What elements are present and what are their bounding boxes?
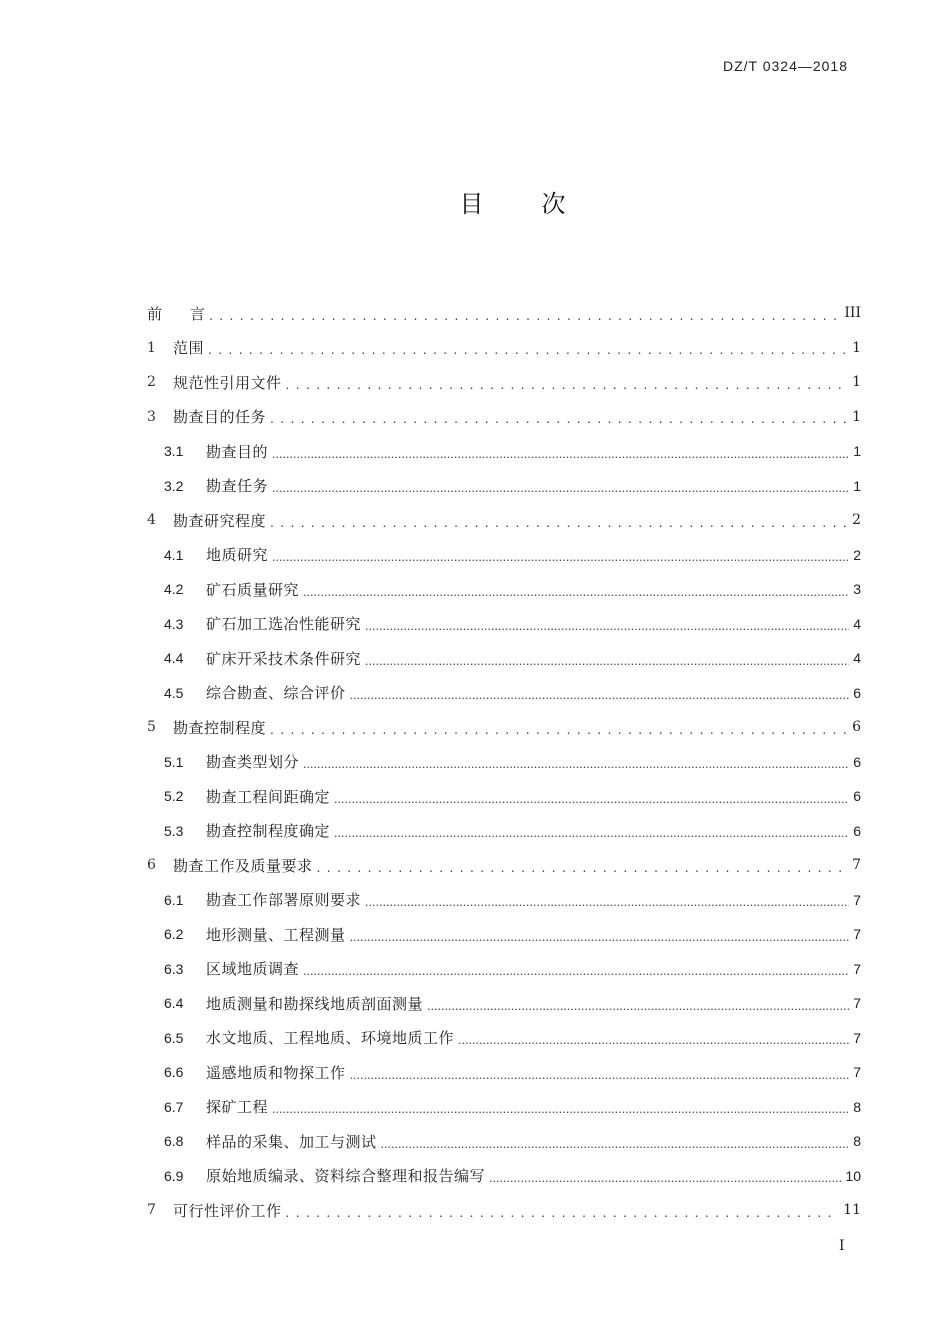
dot-leader [350, 929, 849, 952]
toc-entry-page: 2 [853, 546, 861, 563]
dot-leader [303, 963, 849, 986]
toc-entry-text: 勘查控制程度 [173, 718, 267, 737]
toc-entry[interactable] [147, 676, 861, 711]
table-of-contents [147, 296, 861, 1228]
toc-entry[interactable] [147, 607, 861, 642]
dot-leader [272, 480, 849, 503]
toc-entry-page: 7 [853, 1029, 861, 1046]
toc-entry-number: 4.4 [164, 650, 184, 667]
toc-entry-text: 地形测量、工程测量 [206, 925, 346, 944]
toc-entry-number: 6.3 [164, 960, 184, 977]
dot-leader [381, 1136, 849, 1159]
toc-entry-number: 7 [147, 1202, 156, 1219]
toc-entry[interactable] [147, 641, 861, 676]
foreword-char-2: 言 [190, 304, 206, 323]
toc-entry-page: 2 [852, 512, 861, 529]
toc-entry[interactable] [147, 814, 861, 849]
toc-entry-text: 勘查工作部署原则要求 [206, 891, 362, 910]
dot-leader [272, 549, 849, 572]
toc-entry-text: 勘查工作及质量要求 [173, 856, 313, 875]
toc-entry[interactable] [147, 331, 861, 366]
toc-entry[interactable] [147, 1055, 861, 1090]
toc-entry-page: 1 [852, 339, 861, 356]
toc-entry-page: 6 [853, 753, 861, 770]
toc-entry-page: 8 [853, 1133, 861, 1150]
toc-entry-text: 勘查工程间距确定 [206, 787, 331, 806]
toc-entry[interactable] [147, 883, 861, 918]
toc-entry-page: 11 [843, 1202, 861, 1219]
toc-entry-text: 矿石质量研究 [206, 580, 300, 599]
toc-entry-text: 遥感地质和物探工作 [206, 1063, 346, 1082]
toc-entry-number: 4 [147, 512, 156, 529]
toc-entry[interactable] [147, 538, 861, 573]
title-char-2: 次 [541, 190, 566, 218]
toc-entry[interactable] [147, 917, 861, 952]
toc-entry-text: 勘查目的任务 [173, 408, 267, 427]
toc-entry-number: 2 [147, 374, 156, 391]
dot-leader [270, 411, 848, 434]
dot-leader [272, 1101, 849, 1124]
dot-leader [458, 1032, 849, 1055]
toc-entry-text: 地质研究 [206, 546, 269, 565]
toc-entry[interactable] [147, 572, 861, 607]
toc-entry-number: 5.1 [164, 753, 184, 770]
toc-entry-number: 6.7 [164, 1098, 184, 1115]
foreword-char-1: 前 [147, 304, 163, 323]
dot-leader [350, 687, 849, 710]
dot-leader [209, 308, 840, 331]
toc-entry[interactable] [147, 1193, 861, 1228]
toc-entry-page: 1 [853, 477, 861, 494]
toc-entry-page: 6 [853, 684, 861, 701]
toc-entry[interactable] [147, 952, 861, 987]
toc-entry-number: 5.2 [164, 788, 184, 805]
toc-entry-text: 勘查任务 [206, 477, 269, 496]
toc-entry-page: III [844, 305, 861, 322]
toc-entry-number: 6 [147, 857, 156, 874]
dot-leader [303, 584, 849, 607]
dot-leader [489, 1170, 841, 1193]
toc-entry-number: 3 [147, 408, 156, 425]
toc-entry-number: 6.9 [164, 1167, 184, 1184]
toc-entry-number: 6.5 [164, 1029, 184, 1046]
toc-entry-text: 规范性引用文件 [173, 373, 282, 392]
toc-entry-number: 3.1 [164, 443, 184, 460]
toc-entry-text: 水文地质、工程地质、环境地质工作 [206, 1029, 455, 1048]
dot-leader [208, 342, 848, 365]
dot-leader [272, 446, 849, 469]
dot-leader [303, 756, 849, 779]
toc-entry-page: 7 [853, 960, 861, 977]
dot-leader [270, 515, 848, 538]
toc-entry-page: 7 [852, 857, 861, 874]
dot-leader [286, 1205, 840, 1228]
toc-entry-text [147, 303, 205, 324]
toc-entry-number: 4.1 [164, 546, 184, 563]
toc-entry-number: 6.1 [164, 891, 184, 908]
toc-entry[interactable] [147, 1159, 861, 1194]
toc-entry[interactable] [147, 1090, 861, 1125]
dot-leader [365, 618, 849, 641]
toc-entry-text: 范围 [173, 339, 205, 358]
toc-entry-page: 1 [853, 443, 861, 460]
toc-entry-text: 矿床开采技术条件研究 [206, 649, 362, 668]
toc-entry-text: 矿石加工选冶性能研究 [206, 615, 362, 634]
toc-entry-text: 勘查研究程度 [173, 511, 267, 530]
toc-entry-text: 样品的采集、加工与测试 [206, 1132, 377, 1151]
toc-entry-page: 1 [852, 408, 861, 425]
toc-entry-number: 5 [147, 719, 156, 736]
dot-leader [365, 653, 849, 676]
toc-entry-page: 10 [845, 1167, 861, 1184]
toc-entry[interactable] [147, 503, 861, 538]
toc-entry[interactable] [147, 469, 861, 504]
page-title [0, 184, 950, 219]
toc-entry-number: 6.2 [164, 926, 184, 943]
toc-entry-number: 3.2 [164, 477, 184, 494]
toc-entry[interactable] [147, 365, 861, 400]
toc-entry-text: 地质测量和勘探线地质剖面测量 [206, 994, 424, 1013]
page-number: I [839, 1238, 845, 1254]
toc-entry[interactable] [147, 848, 861, 883]
dot-leader [350, 1067, 849, 1090]
toc-entry[interactable] [147, 779, 861, 814]
toc-entry-page: 6 [853, 788, 861, 805]
dot-leader [317, 860, 849, 883]
toc-entry-foreword[interactable] [147, 296, 861, 331]
toc-entry[interactable] [147, 986, 861, 1021]
toc-entry-text: 勘查类型划分 [206, 753, 300, 772]
toc-entry-text: 可行性评价工作 [173, 1201, 282, 1220]
toc-entry[interactable] [147, 1124, 861, 1159]
toc-entry[interactable] [147, 710, 861, 745]
toc-entry[interactable] [147, 745, 861, 780]
toc-entry[interactable] [147, 1021, 861, 1056]
toc-entry-page: 7 [853, 926, 861, 943]
toc-entry-text: 勘查控制程度确定 [206, 822, 331, 841]
toc-entry-page: 1 [852, 374, 861, 391]
toc-entry[interactable] [147, 400, 861, 435]
toc-entry-page: 3 [853, 581, 861, 598]
toc-entry-number: 6.4 [164, 995, 184, 1012]
toc-entry-text: 原始地质编录、资料综合整理和报告编写 [206, 1167, 486, 1186]
dot-leader [365, 894, 849, 917]
toc-entry-text: 探矿工程 [206, 1098, 269, 1117]
toc-entry-number: 4.2 [164, 581, 184, 598]
toc-entry-page: 4 [853, 615, 861, 632]
standard-code: DZ/T 0324—2018 [722, 58, 848, 74]
toc-entry-page: 7 [853, 891, 861, 908]
dot-leader [270, 722, 848, 745]
toc-entry-page: 7 [853, 995, 861, 1012]
toc-entry-page: 4 [853, 650, 861, 667]
title-char-1: 目 [459, 190, 484, 218]
toc-entry[interactable] [147, 434, 861, 469]
toc-entry-text: 勘查目的 [206, 442, 269, 461]
toc-entry-text: 综合勘查、综合评价 [206, 684, 346, 703]
toc-entry-number: 1 [147, 339, 156, 356]
dot-leader [286, 377, 849, 400]
toc-entry-number: 4.3 [164, 615, 184, 632]
dot-leader [334, 825, 849, 848]
toc-entry-number: 6.6 [164, 1064, 184, 1081]
toc-entry-number: 5.3 [164, 822, 184, 839]
dot-leader [334, 791, 849, 814]
toc-entry-page: 6 [852, 719, 861, 736]
toc-entry-page: 6 [853, 822, 861, 839]
toc-entry-number: 4.5 [164, 684, 184, 701]
toc-entry-number: 6.8 [164, 1133, 184, 1150]
toc-entry-page: 7 [853, 1064, 861, 1081]
toc-entry-text: 区域地质调查 [206, 960, 300, 979]
toc-entry-page: 8 [853, 1098, 861, 1115]
dot-leader [427, 998, 849, 1021]
